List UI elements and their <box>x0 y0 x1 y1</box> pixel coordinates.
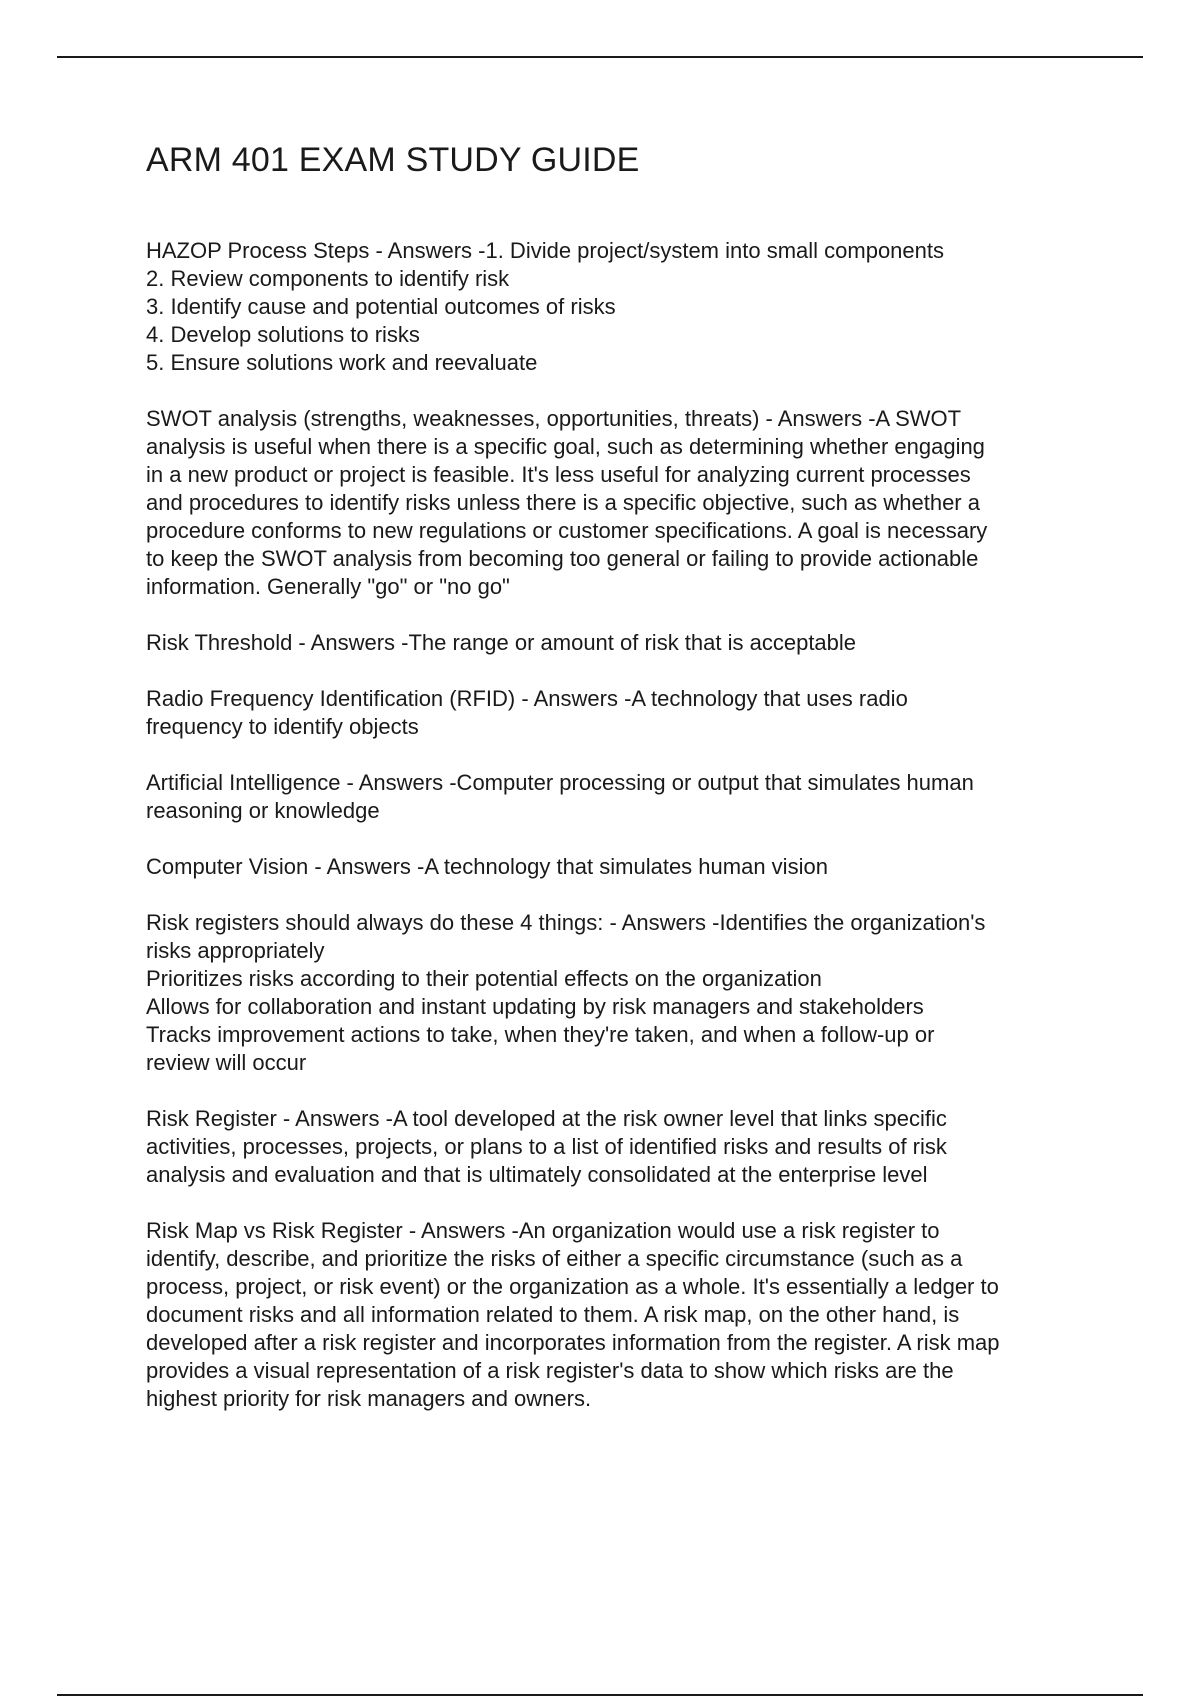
entry-line: reasoning or knowledge <box>146 797 380 823</box>
qa-entry <box>146 853 1106 881</box>
entry-line: Tracks improvement actions to take, when they're taken, and when a follow-up or <box>146 1021 935 1047</box>
entry-line: procedure conforms to new regulations or customer specifications. A goal is necessary <box>146 517 988 543</box>
entry-line: review will occur <box>146 1049 307 1075</box>
qa-entry <box>146 909 1106 1077</box>
entry-line: SWOT analysis (strengths, weaknesses, opportunities, threats) - Answers -A SWOT <box>146 405 962 431</box>
top-rule <box>57 56 1143 58</box>
entry-line: analysis and evaluation and that is ultimately consolidated at the enterprise level <box>146 1161 928 1187</box>
entry-line: 3. Identify cause and potential outcomes of risks <box>146 293 616 319</box>
entry-line: Artificial Intelligence - Answers -Computer processing or output that simulates human <box>146 769 974 795</box>
entry-line: provides a visual representation of a risk register's data to show which risks are the <box>146 1357 954 1383</box>
entry-line: Radio Frequency Identification (RFID) - Answers -A technology that uses radio <box>146 685 908 711</box>
document-title: ARM 401 EXAM STUDY GUIDE <box>146 141 640 179</box>
qa-entry <box>146 1217 1106 1413</box>
qa-entries <box>146 237 1106 1413</box>
entry-line: analysis is useful when there is a specific goal, such as determining whether engaging <box>146 433 985 459</box>
entry-line: 4. Develop solutions to risks <box>146 321 420 347</box>
entry-line: Risk Map vs Risk Register - Answers -An organization would use a risk register to <box>146 1217 940 1243</box>
entry-line: Computer Vision - Answers -A technology that simulates human vision <box>146 853 828 879</box>
entry-line: highest priority for risk managers and owners. <box>146 1385 592 1411</box>
bottom-rule <box>57 1694 1143 1696</box>
entry-line: document risks and all information related to them. A risk map, on the other hand, is <box>146 1301 960 1327</box>
entry-line: 2. Review components to identify risk <box>146 265 510 291</box>
entry-line: activities, processes, projects, or plans to a list of identified risks and results of risk <box>146 1133 947 1159</box>
entry-line: Prioritizes risks according to their potential effects on the organization <box>146 965 822 991</box>
entry-line: developed after a risk register and incorporates information from the register. A risk map <box>146 1329 1000 1355</box>
entry-line: process, project, or risk event) or the organization as a whole. It's essentially a ledger to <box>146 1273 999 1299</box>
qa-entry <box>146 629 1106 657</box>
entry-line: frequency to identify objects <box>146 713 419 739</box>
qa-entry <box>146 685 1106 741</box>
entry-line: Risk Register - Answers -A tool developed at the risk owner level that links specific <box>146 1105 947 1131</box>
entry-line: Risk Threshold - Answers -The range or amount of risk that is acceptable <box>146 629 857 655</box>
entry-line: identify, describe, and prioritize the risks of either a specific circumstance (such as a <box>146 1245 963 1271</box>
qa-entry <box>146 769 1106 825</box>
entry-line: information. Generally "go" or "no go" <box>146 573 510 599</box>
entry-line: to keep the SWOT analysis from becoming too general or failing to provide actionable <box>146 545 979 571</box>
entry-line: 5. Ensure solutions work and reevaluate <box>146 349 538 375</box>
document-body <box>146 140 1106 1441</box>
qa-entry <box>146 237 1106 377</box>
entry-line: and procedures to identify risks unless there is a specific objective, such as whether a <box>146 489 980 515</box>
entry-line: HAZOP Process Steps - Answers -1. Divide project/system into small components <box>146 237 944 263</box>
qa-entry <box>146 1105 1106 1189</box>
entry-line: risks appropriately <box>146 937 325 963</box>
entry-line: in a new product or project is feasible. It's less useful for analyzing current processes <box>146 461 971 487</box>
entry-line: Risk registers should always do these 4 things: - Answers -Identifies the organization's <box>146 909 986 935</box>
entry-line: Allows for collaboration and instant updating by risk managers and stakeholders <box>146 993 924 1019</box>
qa-entry <box>146 405 1106 601</box>
